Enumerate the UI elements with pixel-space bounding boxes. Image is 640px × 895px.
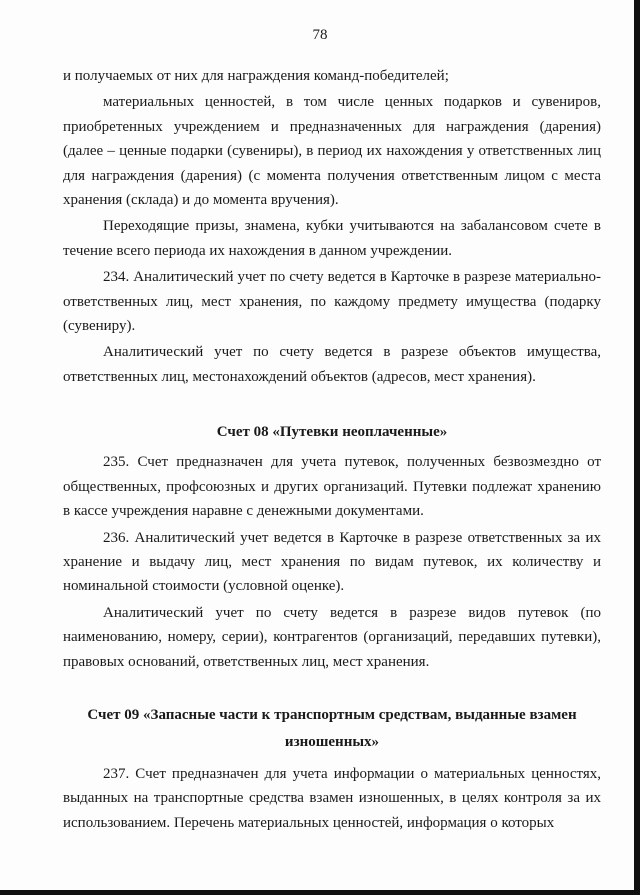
paragraph-235: 235. Счет предназначен для учета путевок, полученных безвозмездно от общественных, профсоюзных и других организаций. Путевки подлежат хранению в кассе учреждения наравне с денежными документами. bbox=[63, 454, 601, 520]
paragraph-analytical-vouchers: Аналитический учет по счету ведется в разрезе видов путевок (по наименованию, номеру, серии), контрагентов (организаций, передавших путевки), правовых оснований, ответственных лиц, мест хранения. bbox=[63, 604, 601, 670]
paragraph-236: 236. Аналитический учет ведется в Карточке в разрезе ответственных за их хранение и выдачу лиц, мест хранения по видам путевок, их количеству и номинальной стоимости (условной оценке). bbox=[63, 529, 601, 595]
paragraph-analytical-accounting: Аналитический учет по счету ведется в разрезе объектов имущества, ответственных лиц, местонахождений объектов (адресов, мест хранения). bbox=[63, 344, 601, 385]
paragraph-234: 234. Аналитический учет по счету ведется в Карточке в разрезе материально-ответственных лиц, мест хранения, по каждому предмету имущества (подарку (сувениру). bbox=[63, 269, 601, 335]
paragraph-valuables: материальных ценностей, в том числе ценных подарков и сувениров, приобретенных учреждением и предназначенных для награждения (дарения) (далее – ценные подарки (сувениры), в период их нахождения у ответственных лиц для награждения (дарения) (с момента получения ответственным лицом с места хранения (склада) и до момента вручения). bbox=[63, 94, 601, 209]
paragraph-transferable-prizes: Переходящие призы, знамена, кубки учитываются на забалансовом счете в течение всего периода их нахождения в данном учреждении. bbox=[63, 218, 601, 259]
scan-edge-right bbox=[634, 0, 640, 895]
page-number: 78 bbox=[312, 27, 328, 43]
scan-edge-bottom bbox=[0, 890, 640, 895]
paragraph-237: 237. Счет предназначен для учета информации о материальных ценностях, выданных на транспортные средства взамен изношенных, в целях контроля за их использованием. Перечень материальных ценностей, информация о которых bbox=[63, 765, 601, 831]
paragraph-continuation: и получаемых от них для награждения команд-победителей; bbox=[63, 68, 449, 84]
section-heading-account-09: Счет 09 «Запасные части к транспортным средствам, выданные взамен изношенных» bbox=[87, 706, 577, 750]
section-heading-account-08: Счет 08 «Путевки неоплаченные» bbox=[216, 424, 448, 441]
page-body bbox=[63, 64, 601, 837]
